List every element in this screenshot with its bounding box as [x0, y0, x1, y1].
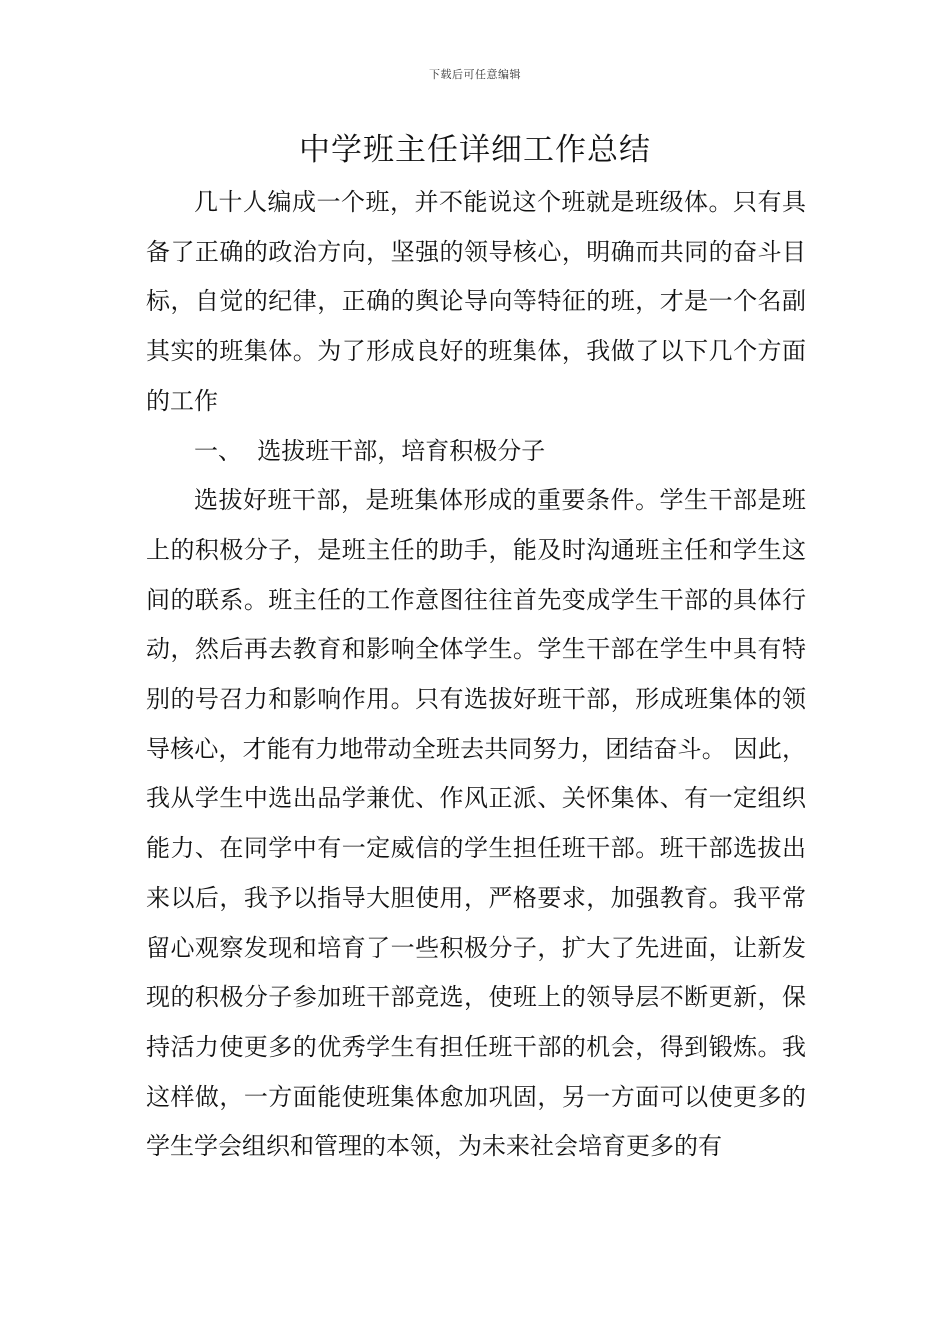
page-header-note: 下载后可任意编辑 [429, 68, 521, 81]
section-1-paragraph: 选拔好班干部，是班集体形成的重要条件。学生干部是班上的积极分子，是班主任的助手，能及时沟通班主任和学生这间的联系。班主任的工作意图往往首先变成学生干部的具体行动，然后再去教育和影响全体学生。学生干部在学生中具有特别的号召力和影响作用。只有选拔好班干部，形成班集体的领导核心，才能有力地带动全班去共同努力，团结奋斗。 因此，我从学生中选出品学兼优、作风正派、关怀集体、有一定组织能力、在同学中有一定威信的学生担任班干部。班干部选拔出来以后，我予以指导大胆使用，严格要求，加强教育。我平常留心观察发现和培育了一些积极分子，扩大了先进面，让新发现的积极分子参加班干部竞选，使班上的领导层不断更新，保持活力使更多的优秀学生有担任班干部的机会，得到锻炼。我这样做，一方面能使班集体愈加巩固，另一方面可以使更多的学生学会组织和管理的本领，为未来社会培育更多的有 [146, 486, 806, 1161]
document-title: 中学班主任详细工作总结 [299, 132, 651, 168]
document-body [146, 178, 806, 1172]
section-heading-1: 一、 选拔班干部，培育积极分子 [194, 436, 546, 465]
intro-paragraph: 几十人编成一个班，并不能说这个班就是班级体。只有具备了正确的政治方向，坚强的领导核心，明确而共同的奋斗目标，自觉的纪律，正确的舆论导向等特征的班，才是一个名副其实的班集体。为了形成良好的班集体，我做了以下几个方面的工作 [146, 188, 806, 415]
